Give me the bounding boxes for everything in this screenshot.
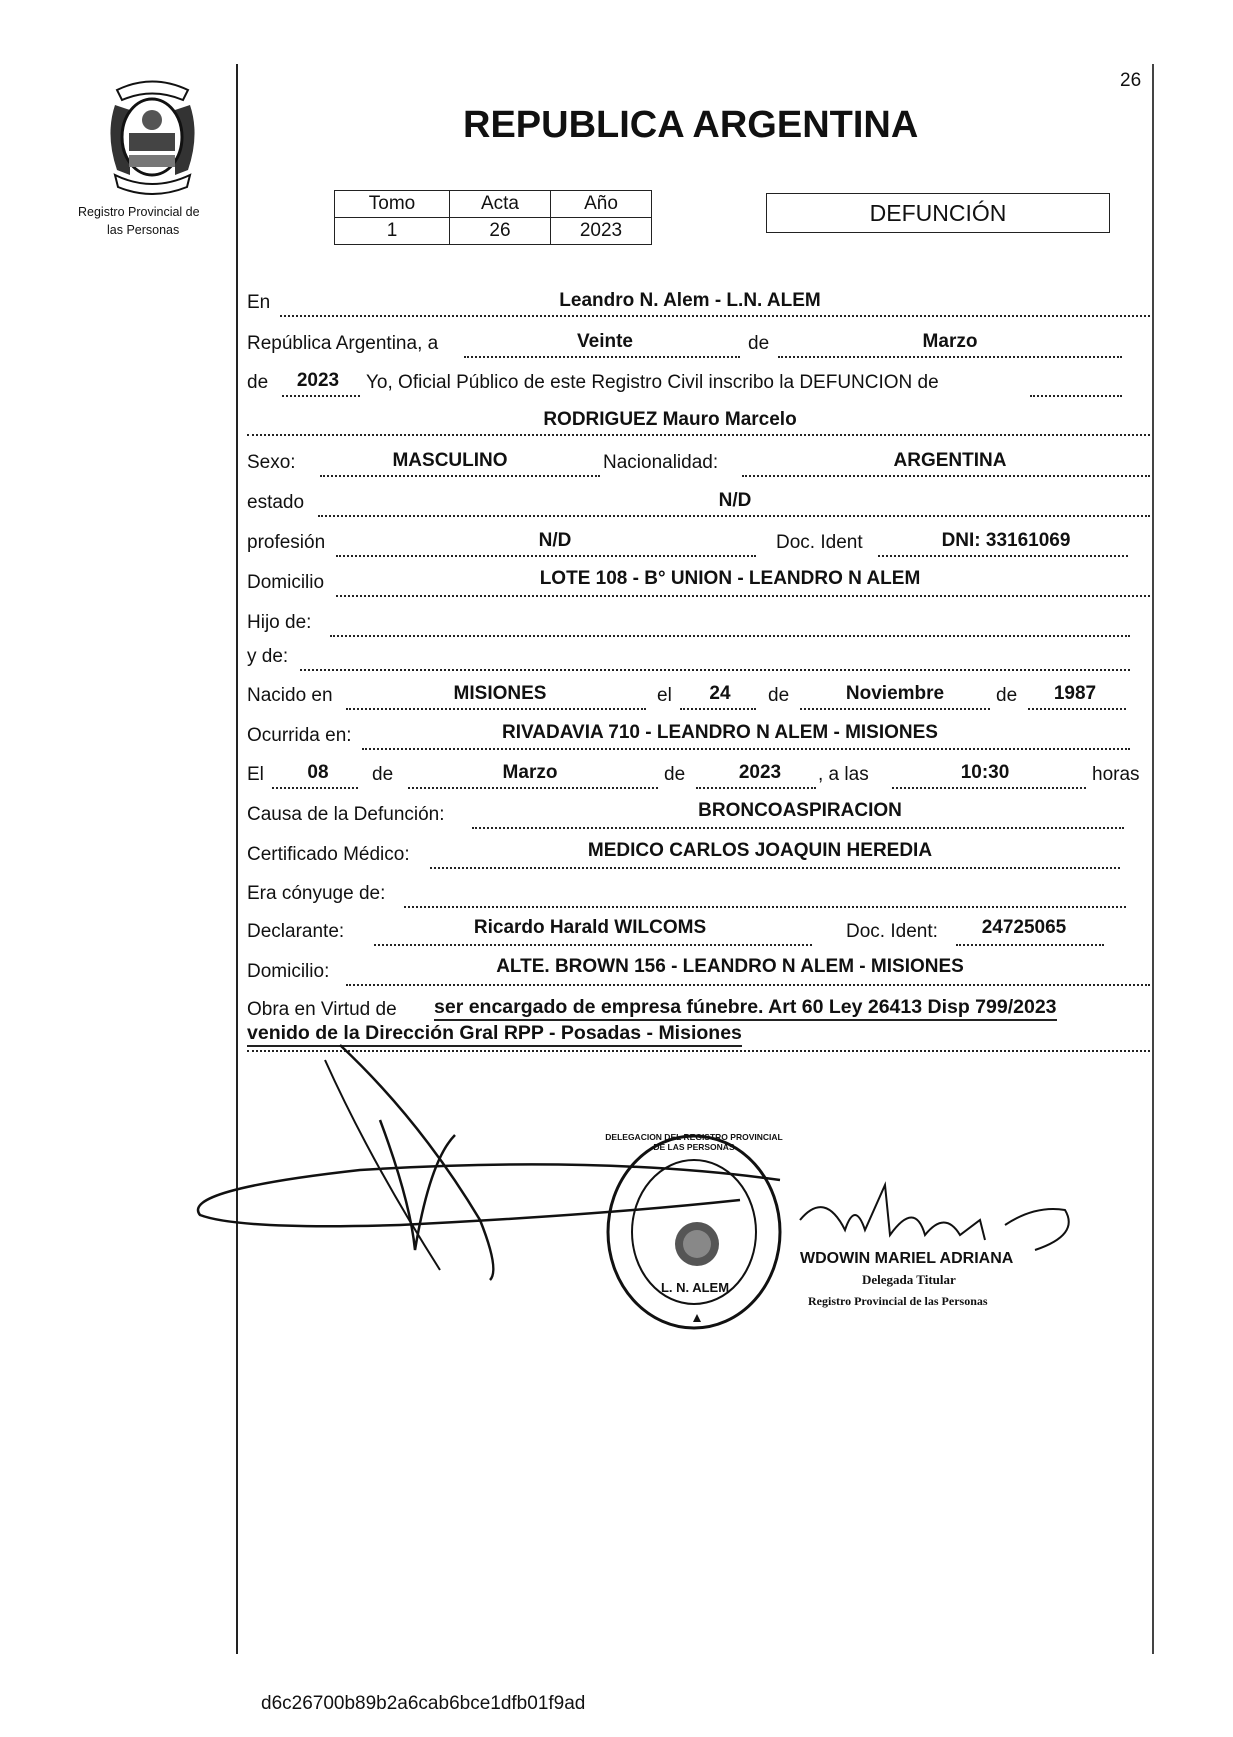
hijo-label: Hijo de: bbox=[247, 612, 312, 633]
signatory-name: WDOWIN MARIEL ADRIANA bbox=[800, 1250, 1014, 1267]
official-stamp bbox=[605, 1132, 783, 1332]
right-margin-line bbox=[1152, 64, 1154, 1654]
year-value: 2023 bbox=[296, 370, 340, 391]
doc2-dots bbox=[956, 944, 1104, 946]
signatory-title: Delegada Titular bbox=[862, 1272, 956, 1287]
en-dots bbox=[280, 315, 1150, 317]
birth-year: 1987 bbox=[1053, 683, 1097, 704]
nacionalidad-label: Nacionalidad: bbox=[603, 452, 719, 473]
ocurrida-value: RIVADAVIA 710 - LEANDRO N ALEM - MISIONES bbox=[502, 722, 938, 743]
alas-label: , a las bbox=[818, 764, 869, 785]
day-dots bbox=[464, 356, 740, 358]
doc2-label: Doc. Ident: bbox=[846, 921, 938, 942]
value-ano: 2023 bbox=[551, 218, 652, 245]
yde-dots bbox=[300, 669, 1130, 671]
domicilio-value: LOTE 108 - B° UNION - LEANDRO N ALEM bbox=[539, 568, 921, 589]
year-dots bbox=[282, 395, 360, 397]
profesion-value: N/D bbox=[538, 530, 572, 551]
declarante-label: Declarante: bbox=[247, 921, 345, 942]
stamp-ring-text: DELEGACION DEL REGISTRO PROVINCIAL DE LAS PERSONAS bbox=[605, 1132, 783, 1152]
de-label-1: de bbox=[748, 333, 770, 354]
nacido-label: Nacido en bbox=[247, 685, 333, 706]
en-value: Leandro N. Alem - L.N. ALEM bbox=[559, 290, 821, 311]
death-month: Marzo bbox=[502, 762, 558, 783]
obra-label: Obra en Virtud de bbox=[247, 999, 397, 1020]
causa-dots bbox=[472, 827, 1124, 829]
estado-label: estado bbox=[247, 492, 305, 513]
obra-value: ser encargado de empresa fúnebre. Art 60 Ley 26413 Disp 799/2023 bbox=[434, 996, 1057, 1021]
deceased-name: RODRIGUEZ Mauro Marcelo bbox=[543, 409, 797, 430]
domicilio2-label: Domicilio: bbox=[247, 961, 330, 982]
value-acta: 26 bbox=[450, 218, 551, 245]
page-number: 26 bbox=[1120, 70, 1142, 91]
de-label-2: de bbox=[247, 372, 269, 393]
conyuge-label: Era cónyuge de: bbox=[247, 883, 386, 904]
birth-year-dots bbox=[1028, 708, 1126, 710]
certificado-dots bbox=[430, 867, 1120, 869]
de-label-4: de bbox=[996, 685, 1018, 706]
official-text: Yo, Oficial Público de este Registro Civil inscribo la DEFUNCION de bbox=[366, 372, 939, 393]
domicilio2-value: ALTE. BROWN 156 - LEANDRO N ALEM - MISIONES bbox=[496, 956, 964, 977]
horas-label: horas bbox=[1092, 764, 1140, 785]
doc-value: DNI: 33161069 bbox=[941, 530, 1071, 551]
death-time: 10:30 bbox=[960, 762, 1010, 783]
hijo-dots bbox=[330, 635, 1130, 637]
de-label-6: de bbox=[664, 764, 686, 785]
death-day: 08 bbox=[307, 762, 329, 783]
death-year: 2023 bbox=[738, 762, 782, 783]
sexo-dots bbox=[320, 475, 600, 477]
ocurrida-dots bbox=[362, 748, 1130, 750]
estado-value: N/D bbox=[718, 490, 752, 511]
el-label-2: El bbox=[247, 764, 264, 785]
official-dots bbox=[1030, 395, 1122, 397]
republica-label: República Argentina, a bbox=[247, 333, 439, 354]
provincial-seal-logo bbox=[95, 75, 210, 195]
death-month-dots bbox=[408, 787, 658, 789]
yde-label: y de: bbox=[247, 646, 289, 667]
header-ano: Año bbox=[551, 191, 652, 218]
value-tomo: 1 bbox=[335, 218, 450, 245]
profesion-dots bbox=[336, 555, 756, 557]
causa-value: BRONCOASPIRACION bbox=[698, 800, 902, 821]
signatory-office: Registro Provincial de las Personas bbox=[808, 1294, 988, 1308]
ocurrida-label: Ocurrida en: bbox=[247, 725, 352, 746]
sexo-label: Sexo: bbox=[247, 452, 296, 473]
death-year-dots bbox=[696, 787, 816, 789]
left-margin-line bbox=[236, 64, 238, 1654]
declarante-dots bbox=[374, 944, 812, 946]
causa-label: Causa de la Defunción: bbox=[247, 804, 445, 825]
stamp-center-text: L. N. ALEM bbox=[660, 1280, 730, 1295]
registry-name-line2: las Personas bbox=[107, 223, 180, 237]
page-title: REPUBLICA ARGENTINA bbox=[463, 104, 919, 146]
doc2-value: 24725065 bbox=[981, 917, 1067, 938]
birth-day: 24 bbox=[709, 683, 731, 704]
domicilio-dots bbox=[336, 595, 1150, 597]
doc-dots bbox=[878, 555, 1128, 557]
en-label: En bbox=[247, 292, 271, 313]
day-value: Veinte bbox=[577, 331, 633, 352]
certificado-value: MEDICO CARLOS JOAQUIN HEREDIA bbox=[587, 840, 933, 861]
nacionalidad-dots bbox=[742, 475, 1150, 477]
sexo-value: MASCULINO bbox=[392, 450, 508, 471]
nacionalidad-value: ARGENTINA bbox=[893, 450, 1007, 471]
birth-month-dots bbox=[800, 708, 990, 710]
footer-hash: d6c26700b89b2a6cab6bce1dfb01f9ad bbox=[261, 1693, 586, 1714]
domicilio2-dots bbox=[346, 984, 1150, 986]
birth-month: Noviembre bbox=[845, 683, 945, 704]
name-dots bbox=[247, 434, 1150, 436]
header-tomo: Tomo bbox=[335, 191, 450, 218]
header-acta: Acta bbox=[450, 191, 551, 218]
certificado-label: Certificado Médico: bbox=[247, 844, 410, 865]
conyuge-dots bbox=[404, 906, 1126, 908]
estado-dots bbox=[318, 515, 1150, 517]
act-type-box: DEFUNCIÓN bbox=[766, 193, 1110, 233]
death-time-dots bbox=[892, 787, 1086, 789]
de-label-3: de bbox=[768, 685, 790, 706]
domicilio-label: Domicilio bbox=[247, 572, 325, 593]
profesion-label: profesión bbox=[247, 532, 326, 553]
doc-label: Doc. Ident bbox=[776, 532, 863, 553]
registry-name-line1: Registro Provincial de bbox=[78, 205, 200, 219]
de-label-5: de bbox=[372, 764, 394, 785]
death-day-dots bbox=[272, 787, 358, 789]
nacido-dots bbox=[346, 708, 646, 710]
el-label: el bbox=[657, 685, 672, 706]
obra-value-2: venido de la Dirección Gral RPP - Posadas - Misiones bbox=[247, 1022, 742, 1047]
nacido-value: MISIONES bbox=[453, 683, 547, 704]
birth-day-dots bbox=[680, 708, 756, 710]
month-dots bbox=[778, 356, 1122, 358]
month-value: Marzo bbox=[922, 331, 978, 352]
declarante-value: Ricardo Harald WILCOMS bbox=[473, 917, 707, 938]
register-table bbox=[334, 190, 652, 245]
